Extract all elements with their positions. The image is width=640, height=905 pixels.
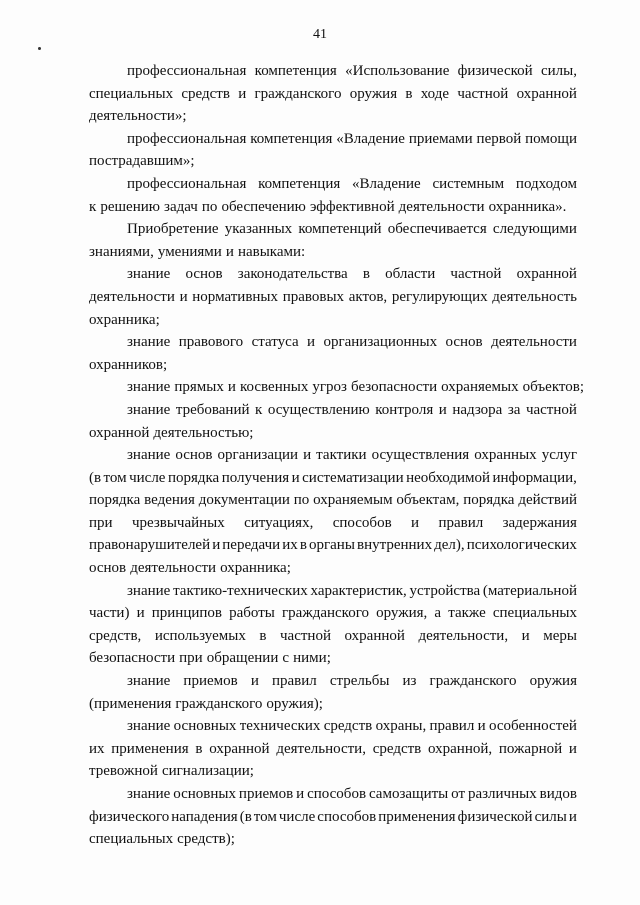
word: особенностей (489, 718, 577, 735)
word: информации, (492, 469, 577, 486)
word: следующими (492, 221, 577, 238)
word: угроз (312, 379, 347, 396)
text-line (89, 331, 577, 354)
word: из (402, 673, 417, 690)
word: органы (309, 537, 355, 554)
text-line (89, 715, 577, 738)
word: и (291, 469, 300, 486)
word: тактико-технических (173, 582, 308, 599)
text-line (89, 557, 577, 580)
word: основ (185, 266, 223, 283)
text-line (89, 173, 577, 196)
word: охранной (344, 627, 405, 644)
word: числе (278, 808, 316, 825)
word: деятельности (398, 198, 485, 215)
word: передачи (222, 537, 281, 554)
word: знание (127, 786, 171, 802)
word: деятельности, (418, 627, 509, 644)
word: принципов (151, 605, 222, 622)
word: осуществлению (267, 401, 370, 418)
word: частной (525, 401, 577, 418)
word: правил (438, 514, 484, 531)
text-line (89, 286, 577, 309)
word: охранной (89, 424, 150, 441)
word: «Владение (352, 175, 421, 192)
word: части) (89, 605, 130, 622)
word: и (225, 243, 234, 260)
word: знаниями, (89, 243, 154, 260)
word: средств, (89, 627, 142, 644)
word: актов, (348, 288, 388, 305)
word: и (568, 808, 577, 825)
word: надзора (452, 401, 503, 418)
page-number: 41 (313, 27, 327, 42)
word: систематизации (302, 469, 404, 486)
word: деятельности (89, 288, 175, 305)
word: порядка (167, 469, 220, 486)
word: деятельности (491, 334, 577, 351)
word: «Использование (345, 63, 450, 79)
word: сигнализации; (161, 763, 254, 780)
word: оружия, (376, 605, 428, 622)
word: и (568, 740, 577, 757)
word: безопасности (89, 650, 176, 667)
word: средств (181, 85, 230, 102)
word: компетенций (298, 221, 382, 238)
word: охраняемым (313, 492, 393, 509)
word: объектам, (396, 492, 460, 509)
word: работы (229, 605, 275, 622)
word: а (434, 605, 442, 622)
word: безопасности (351, 379, 438, 396)
word: охранной (209, 740, 270, 757)
word: статуса (251, 334, 299, 351)
word: и (521, 627, 530, 644)
word: услуг (541, 447, 577, 464)
word: способов (317, 808, 377, 825)
word: охраны, (375, 718, 427, 735)
word: тревожной (89, 763, 158, 780)
word: документации (198, 492, 290, 509)
word: и (303, 447, 312, 464)
word: обращении (206, 650, 279, 667)
text-line (89, 806, 577, 829)
word: ходе (420, 85, 450, 102)
text-line (89, 534, 577, 557)
text-line (89, 196, 577, 219)
word: организационных (323, 334, 438, 351)
word: также (448, 605, 486, 622)
word: гражданского (429, 673, 517, 690)
word: указанных (224, 221, 293, 238)
text-line (89, 241, 577, 264)
word: нормативных (192, 288, 279, 305)
word: физической (457, 63, 533, 79)
scan-mark (38, 47, 41, 50)
text-line (89, 602, 577, 625)
word: объектов; (522, 379, 585, 396)
word: основ (175, 447, 213, 464)
word: и (296, 786, 305, 802)
word: охранника; (220, 560, 291, 577)
word: устройства (409, 582, 481, 599)
text-line (89, 489, 577, 512)
word: прямых (174, 379, 224, 396)
text-line (89, 625, 577, 648)
word: деятельности (130, 560, 217, 577)
word: физического (89, 808, 170, 825)
word: эффективной (309, 198, 395, 215)
text-line (89, 670, 577, 693)
word: к (255, 401, 263, 418)
text-line (89, 105, 577, 128)
word: самозащиты (368, 786, 449, 802)
word: способов (332, 514, 392, 531)
word: и (307, 334, 316, 351)
text-line (89, 580, 577, 603)
text-line (89, 399, 577, 422)
word: компетенция (254, 63, 337, 79)
text-line (89, 218, 577, 241)
word: и (477, 718, 486, 735)
text-line (89, 60, 577, 83)
word: приемов (183, 673, 238, 690)
word: меры (543, 627, 577, 644)
word: силы (534, 808, 567, 825)
word: гражданского (282, 605, 369, 622)
word: знание (127, 447, 171, 464)
word: законодательства (237, 266, 348, 283)
word: профессиональная (127, 63, 247, 79)
word: том (253, 808, 277, 825)
word: охранника; (89, 311, 160, 328)
text-line (89, 760, 577, 783)
word: требований (175, 401, 250, 418)
word: системным (432, 175, 505, 192)
word: основных (173, 718, 237, 735)
word: компетенция (250, 130, 333, 147)
word: специальных (89, 85, 174, 102)
word: знание (127, 334, 171, 351)
word: гражданского (175, 695, 263, 712)
word: знание (127, 718, 171, 735)
word: порядка (463, 492, 515, 509)
word: в (259, 627, 267, 644)
word: охранника». (488, 198, 567, 215)
word: профессиональная (127, 130, 247, 147)
word: пожарной (498, 740, 563, 757)
word: силы, (540, 63, 577, 79)
word: косвенных (240, 379, 309, 396)
word: за (507, 401, 521, 418)
word: оружия); (266, 695, 323, 712)
word: к (89, 198, 97, 215)
word: гражданского (254, 85, 342, 102)
word: (в (239, 808, 252, 825)
word: специальных (492, 605, 577, 622)
word: правил (429, 718, 475, 735)
word: задержания (502, 514, 577, 531)
text-line (89, 467, 577, 490)
word: правонарушителей (89, 537, 211, 554)
word: навыками: (237, 243, 306, 260)
word: различных (467, 786, 537, 802)
word: обеспечению (221, 198, 306, 215)
word: частной (280, 627, 331, 644)
text-line (89, 83, 577, 106)
word: внутренних (356, 537, 433, 554)
word: охранных (474, 447, 537, 464)
word: их (282, 537, 298, 554)
word: частной (450, 266, 502, 283)
word: технических (239, 718, 321, 735)
word: нападения (171, 808, 238, 825)
word: с (282, 650, 290, 667)
text-line (89, 263, 577, 286)
word: «Владение (336, 130, 405, 147)
word: оружия (529, 673, 577, 690)
word: в (299, 537, 307, 554)
word: по (201, 198, 218, 215)
word: правового (178, 334, 244, 351)
word: Приобретение (127, 221, 219, 238)
word: применения (378, 808, 456, 825)
text-line (89, 512, 577, 535)
word: средств); (177, 831, 235, 848)
word: получения (221, 469, 290, 486)
word: по (293, 492, 310, 509)
word: видов (539, 786, 577, 802)
word: профессиональная (127, 175, 247, 192)
word: их (89, 740, 105, 757)
text-line (89, 693, 577, 716)
word: обеспечивается (387, 221, 487, 238)
text-line (89, 828, 577, 851)
word: первой (476, 130, 522, 147)
word: и (411, 514, 420, 531)
word: охраняемых (441, 379, 519, 396)
word: деятельность (492, 288, 577, 305)
word: охранной (516, 85, 577, 102)
word: характеристик, (310, 582, 407, 599)
word: действий (518, 492, 577, 509)
word: ними; (293, 650, 331, 667)
word: (применения (89, 695, 172, 712)
text-line (89, 738, 577, 761)
word: и (136, 605, 145, 622)
word: при (179, 650, 203, 667)
word: и (179, 288, 188, 305)
text-line (89, 376, 585, 399)
word: решению (100, 198, 160, 215)
word: ведения (144, 492, 195, 509)
word: основных (173, 786, 236, 802)
word: способов (307, 786, 367, 802)
word: (в (89, 469, 102, 486)
word: знание (127, 401, 171, 418)
word: (материальной (482, 582, 577, 599)
word: охранников; (89, 356, 168, 373)
word: и (227, 379, 236, 396)
word: в (362, 266, 370, 283)
document-body (89, 60, 585, 851)
word: в (195, 740, 203, 757)
word: знание (127, 266, 171, 283)
text-line (89, 783, 577, 806)
text-line (89, 647, 577, 670)
word: средств (372, 740, 422, 757)
word: охранной, (428, 740, 493, 757)
word: частной (457, 85, 509, 102)
text-line (89, 128, 577, 151)
word: физической (457, 808, 533, 825)
word: основ (89, 560, 127, 577)
word: психологических (466, 537, 577, 554)
word: приемов (238, 786, 294, 802)
word: знание (127, 582, 171, 599)
text-line (89, 150, 577, 173)
word: тактики (316, 447, 367, 464)
word: осуществления (371, 447, 470, 464)
word: основ (445, 334, 483, 351)
word: в (405, 85, 413, 102)
word: области (385, 266, 436, 283)
word: специальных (89, 831, 174, 848)
word: и (212, 537, 221, 554)
word: и (438, 401, 447, 418)
text-line (89, 422, 577, 445)
word: оружия (349, 85, 398, 102)
word: умениями (157, 243, 222, 260)
word: порядка (89, 492, 141, 509)
text-line (89, 444, 577, 467)
word: числе (129, 469, 166, 486)
word: приемами (408, 130, 473, 147)
word: при (89, 514, 113, 531)
word: регулирующих (391, 288, 488, 305)
word: организации (217, 447, 299, 464)
word: помощи (525, 130, 577, 147)
text-line (89, 354, 577, 377)
word: ситуациях, (244, 514, 314, 531)
word: подходом (515, 175, 577, 192)
word: применения (111, 740, 189, 757)
word: деятельности, (276, 740, 366, 757)
word: охранной (516, 266, 577, 283)
word: знание (127, 673, 171, 690)
word: компетенция (258, 175, 341, 192)
word: средств (323, 718, 373, 735)
word: используемых (154, 627, 246, 644)
word: деятельности»; (89, 108, 187, 125)
word: задач (164, 198, 198, 215)
word: правил (271, 673, 317, 690)
word: и (238, 85, 247, 102)
text-line (89, 309, 577, 332)
word: деятельностью; (153, 424, 254, 441)
word: знание (127, 379, 171, 396)
word: том (103, 469, 127, 486)
word: пострадавшим»; (89, 153, 195, 170)
word: правовых (282, 288, 345, 305)
word: дел), (434, 537, 465, 554)
word: стрельбы (329, 673, 390, 690)
word: необходимой (406, 469, 490, 486)
word: чрезвычайных (131, 514, 225, 531)
word: от (451, 786, 466, 802)
word: и (250, 673, 259, 690)
word: контроля (375, 401, 434, 418)
